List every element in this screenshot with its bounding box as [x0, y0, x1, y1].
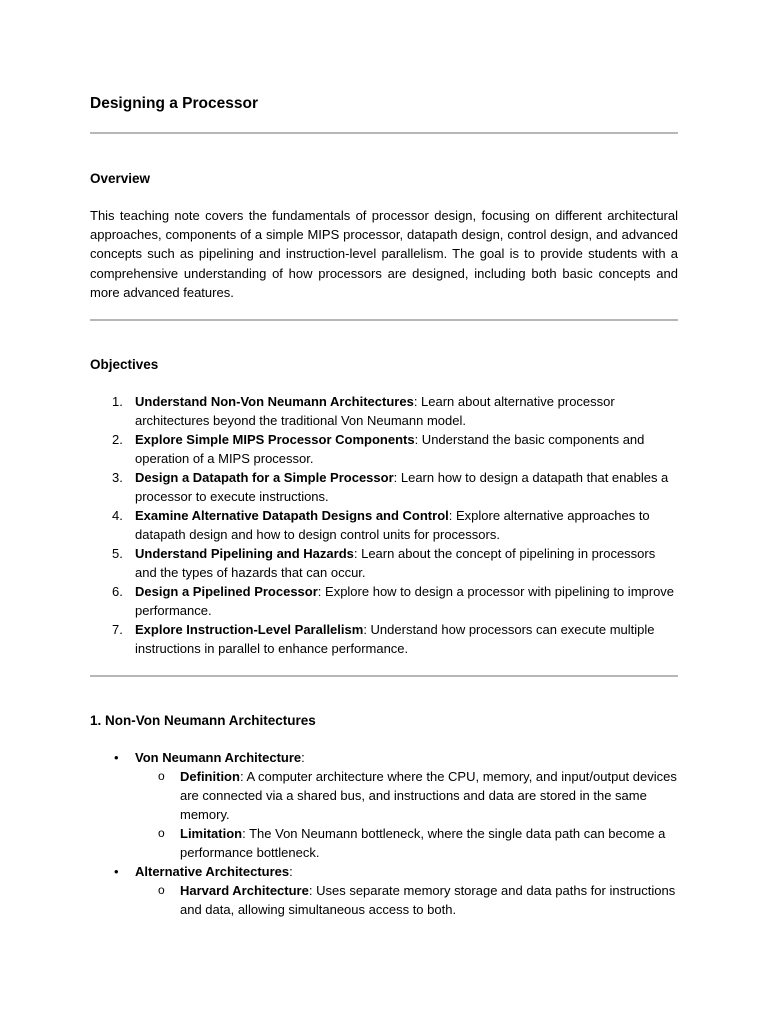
objective-item	[90, 468, 678, 506]
objectives-list	[90, 392, 678, 658]
objective-title: Explore Instruction-Level Parallelism	[135, 622, 364, 638]
item-suffix: :	[289, 864, 293, 880]
objective-item	[90, 544, 678, 582]
objective-number: 2.	[112, 432, 123, 448]
objective-item	[90, 430, 678, 468]
objective-number: 5.	[112, 546, 123, 562]
overview-heading: Overview	[90, 171, 151, 186]
document-body	[90, 93, 678, 919]
sub-bullet-marker: o	[158, 769, 165, 784]
overview-paragraph: This teaching note covers the fundamentals of processor design, focusing on different architectural approaches, components of a simple MIPS processor, datapath design, control design, and advanced concepts such as pipelining and instruction-level parallelism. The goal is to provide students with a comprehensive understanding of how processors are designed, including both basic concepts and more advanced features.	[90, 208, 678, 300]
objective-number: 6.	[112, 584, 123, 600]
sub-item-text: : Uses separate memory storage and data paths for instructions and data, allowing simultaneous access to both.	[180, 883, 676, 918]
sub-list	[135, 767, 678, 862]
list-item	[90, 748, 678, 862]
objective-item	[90, 506, 678, 544]
section-heading: 1. Non-Von Neumann Architectures	[90, 713, 316, 729]
sub-item-text: : The Von Neumann bottleneck, where the single data path can become a performance bottleneck.	[180, 826, 666, 861]
objective-title: Examine Alternative Datapath Designs and Control	[135, 508, 449, 524]
objective-text: : Explore how to design a processor with pipelining to improve performance.	[135, 584, 675, 619]
divider	[90, 132, 678, 134]
sub-item-text: : A computer architecture where the CPU, memory, and input/output devices are connected via a shared bus, and instructions and data are stored in the same memory.	[180, 769, 677, 823]
objective-item	[90, 392, 678, 430]
sub-bullet-marker: o	[158, 826, 165, 841]
objective-text: : Understand how processors can execute multiple instructions in parallel to enhance performance.	[135, 622, 655, 657]
objectives-heading: Objectives	[90, 357, 159, 373]
sub-list	[135, 881, 678, 919]
bullet-marker: •	[114, 750, 119, 766]
sub-item-title: Limitation	[180, 826, 243, 842]
objective-item	[90, 620, 678, 658]
divider	[90, 319, 678, 321]
objective-number: 3.	[112, 470, 123, 486]
objective-title: Design a Datapath for a Simple Processor	[135, 470, 394, 486]
objective-text: : Learn about the concept of pipelining in processors and the types of hazards that can occur.	[135, 546, 656, 581]
objective-text: : Understand the basic components and operation of a MIPS processor.	[135, 432, 645, 467]
section-bullet-list	[90, 748, 678, 919]
bullet-marker: •	[114, 864, 119, 880]
item-suffix: :	[301, 750, 305, 766]
sub-list-item	[135, 881, 678, 919]
objective-text: : Explore alternative approaches to datapath design and how to design control units for processors.	[135, 508, 650, 543]
objective-title: Understand Non-Von Neumann Architectures	[135, 394, 414, 410]
objective-number: 4.	[112, 508, 123, 524]
sub-item-title: Definition	[180, 769, 240, 785]
list-item	[90, 862, 678, 919]
sub-bullet-marker: o	[158, 883, 165, 898]
objective-text: : Learn about alternative processor architectures beyond the traditional Von Neumann model.	[135, 394, 615, 429]
objective-number: 1.	[112, 394, 123, 410]
objective-item	[90, 582, 678, 620]
sub-item-title: Harvard Architecture	[180, 883, 309, 899]
objective-title: Understand Pipelining and Hazards	[135, 546, 354, 562]
item-title: Von Neumann Architecture	[135, 750, 302, 766]
objective-title: Design a Pipelined Processor	[135, 584, 318, 600]
item-title: Alternative Architectures	[135, 864, 290, 880]
objective-title: Explore Simple MIPS Processor Components	[135, 432, 415, 448]
objective-text: : Learn how to design a datapath that enables a processor to execute instructions.	[135, 470, 669, 505]
document-title: Designing a Processor	[90, 95, 258, 112]
sub-list-item	[135, 824, 678, 862]
sub-list-item	[135, 767, 678, 824]
objective-number: 7.	[112, 622, 123, 638]
divider	[90, 675, 678, 677]
